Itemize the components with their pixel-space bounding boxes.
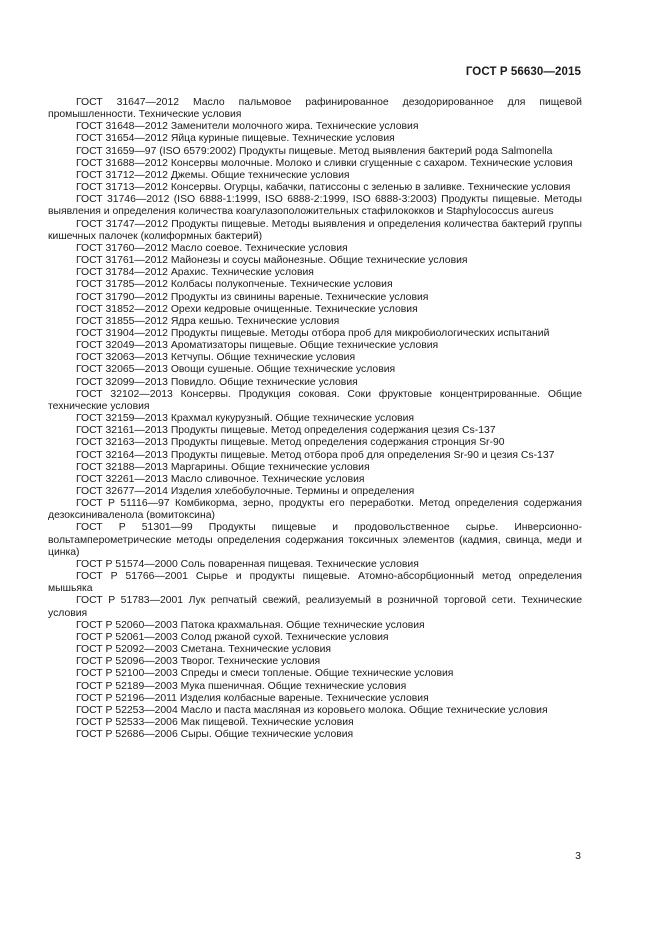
standard-code: ГОСТ 31790—2012: [76, 291, 168, 303]
standard-title: Мука пшеничная. Общие технические условия: [180, 680, 407, 692]
standard-title: Масло и паста масляная из коровьего молока. Общие технические условия: [180, 704, 548, 716]
standard-code: ГОСТ 32164—2013: [76, 449, 168, 461]
standard-code: ГОСТ 31747—2012: [76, 218, 169, 230]
standard-code: ГОСТ Р 52100—2003: [76, 668, 178, 680]
standard-code: ГОСТ 31852—2012: [76, 303, 168, 315]
standard-title: Сметана. Технические условия: [180, 644, 332, 656]
standard-code: ГОСТ Р 51301—99: [76, 522, 193, 534]
reference-entry: [48, 450, 582, 462]
reference-entry: [48, 693, 582, 705]
standard-code: ГОСТ Р 51783—2001: [76, 595, 184, 607]
standard-title: Масло сливочное. Технические условия: [170, 473, 365, 485]
standard-title: Маргарины. Общие технические условия: [170, 461, 370, 473]
reference-entry: [48, 97, 582, 121]
standard-code: ГОСТ 31659—97: [76, 145, 157, 157]
standard-code: ГОСТ Р 52096—2003: [76, 656, 178, 668]
standard-code: ГОСТ Р 52061—2003: [76, 631, 178, 643]
standard-title: Консервы. Продукция соковая. Соки фруктовые концентрированные. Общие технические условия: [48, 388, 583, 412]
reference-entry: [48, 437, 582, 449]
standard-code: ГОСТ 32188—2013: [76, 461, 168, 473]
reference-entry: [48, 243, 582, 255]
standard-code: ГОСТ 31688—2012: [76, 157, 168, 169]
reference-entry: [48, 522, 582, 558]
reference-entry: [48, 668, 582, 680]
standard-code: ГОСТ 31904—2012: [76, 327, 168, 339]
standard-title: Арахис. Технические условия: [170, 267, 314, 279]
reference-entry: [48, 644, 582, 656]
standard-title: Джемы. Общие технические условия: [170, 169, 350, 181]
reference-entry: [48, 656, 582, 668]
standard-code: ГОСТ 31712—2012: [76, 169, 168, 181]
reference-entry: [48, 486, 582, 498]
standard-title: Продукты пищевые. Метод отбора проб для определения Sr-90 и цезия Cs-137: [170, 449, 555, 461]
standard-title: Овощи сушеные. Общие технические условия: [170, 364, 396, 376]
reference-entry: [48, 681, 582, 693]
standard-title: Сыры. Общие технические условия: [180, 729, 354, 741]
standard-title: Консервы молочные. Молоко и сливки сгущенные с сахаром. Технические условия: [170, 157, 573, 169]
standard-code: ГОСТ 32102—2013: [76, 388, 173, 400]
standard-title: (ISO 6888-1:1999, ISO 6888-2:1999, ISO 6888-3:2003) Продукты пищевые. Методы выявления и определения количества коагулазоположительных стафилококков и Staphylococcus aureus: [48, 194, 583, 218]
standard-code: ГОСТ 32261—2013: [76, 473, 168, 485]
reference-entry: [48, 182, 582, 194]
standard-code: ГОСТ Р 52189—2003: [76, 680, 178, 692]
reference-entry: [48, 377, 582, 389]
reference-entry: [48, 620, 582, 632]
standard-title: Спреды и смеси топленые. Общие технические условия: [180, 668, 454, 680]
standard-code: ГОСТ 32159—2013: [76, 413, 168, 425]
standard-code: ГОСТ 31760—2012: [76, 242, 168, 254]
standard-title: Продукты пищевые. Метод определения содержания цезия Cs-137: [170, 425, 496, 437]
standard-title: Патока крахмальная. Общие технические условия: [180, 619, 425, 631]
standard-title: Сырье и продукты пищевые. Атомно-абсорбционный метод определения мышьяка: [48, 571, 582, 595]
standard-title: Продукты пищевые. Методы выявления и определения количества бактерий группы кишечных палочек (колиформных бактерий): [48, 218, 582, 242]
standard-title: Ядра кешью. Технические условия: [170, 315, 340, 327]
page-number: 3: [575, 850, 581, 862]
standard-title: Повидло. Общие технические условия: [170, 376, 358, 388]
standard-code: ГОСТ 31855—2012: [76, 315, 168, 327]
standard-code: ГОСТ 31654—2012: [76, 133, 168, 145]
standard-code: ГОСТ Р 52686—2006: [76, 729, 178, 741]
reference-entry: [48, 170, 582, 182]
reference-entry: [48, 146, 582, 158]
reference-entry: [48, 425, 582, 437]
reference-entry: [48, 595, 582, 619]
standard-code: ГОСТ 32049—2013: [76, 340, 168, 352]
reference-entry: [48, 158, 582, 170]
reference-entry: [48, 121, 582, 133]
standard-code: ГОСТ 31784—2012: [76, 267, 168, 279]
reference-entry: [48, 705, 582, 717]
reference-entry: [48, 498, 582, 522]
standard-code: ГОСТ Р 52092—2003: [76, 644, 178, 656]
standard-title: Консервы. Огурцы, кабачки, патиссоны с зеленью в заливке. Технические условия: [170, 182, 571, 194]
standard-title: Кетчупы. Общие технические условия: [170, 352, 356, 364]
standard-code: ГОСТ Р 51574—2000: [76, 558, 178, 570]
standard-code: ГОСТ 32161—2013: [76, 425, 168, 437]
standard-code: ГОСТ 31647—2012: [76, 97, 180, 108]
standard-code: ГОСТ Р 52196—2011: [76, 692, 177, 704]
standard-title: Масло пальмовое рафинированное дезодорированное для пищевой промышленности. Технические условия: [48, 97, 582, 121]
reference-entry: [48, 133, 582, 145]
standard-code: ГОСТ 32677—2014: [76, 486, 168, 497]
normative-references-list: [48, 97, 582, 741]
document-header: ГОСТ Р 56630—2015: [465, 66, 581, 78]
reference-entry: [48, 340, 582, 352]
standard-code: ГОСТ Р 52253—2004: [76, 704, 178, 716]
reference-entry: [48, 364, 582, 376]
reference-entry: [48, 194, 582, 218]
standard-title: Солод ржаной сухой. Технические условия: [180, 631, 389, 643]
standard-code: ГОСТ Р 52060—2003: [76, 619, 178, 631]
standard-code: ГОСТ 31648—2012: [76, 121, 168, 133]
standard-title: Соль поваренная пищевая. Технические условия: [180, 558, 419, 570]
reference-entry: [48, 462, 582, 474]
standard-title: Крахмал кукурузный. Общие технические условия: [170, 413, 415, 425]
reference-entry: [48, 328, 582, 340]
standard-title: Масло соевое. Технические условия: [170, 242, 348, 254]
reference-entry: [48, 632, 582, 644]
reference-entry: [48, 352, 582, 364]
standard-code: ГОСТ 32163—2013: [76, 437, 168, 449]
standard-code: ГОСТ 32063—2013: [76, 352, 168, 364]
standard-code: ГОСТ Р 51116—97: [76, 498, 170, 510]
standard-title: Колбасы полукопченые. Технические условия: [170, 279, 393, 291]
standard-title: Ароматизаторы пищевые. Общие технические условия: [170, 340, 439, 352]
standard-title: Орехи кедровые очищенные. Технические условия: [170, 303, 418, 315]
standard-title: Яйца куриные пищевые. Технические условия: [170, 133, 395, 145]
reference-entry: [48, 559, 582, 571]
reference-entry: [48, 474, 582, 486]
reference-entry: [48, 316, 582, 328]
reference-entry: [48, 255, 582, 267]
standard-title: Продукты пищевые. Методы отбора проб для микробиологических испытаний: [170, 327, 550, 339]
standard-code: ГОСТ Р 51766—2001: [76, 571, 188, 583]
standard-title: Продукты пищевые и продовольственное сырье. Инверсионно-вольтамперометрические методы определения содержания токсичных элементов (кадмия, свинца, меди и цинка): [48, 522, 582, 558]
standard-title: Мак пищевой. Технические условия: [180, 716, 354, 728]
reference-entry: [48, 413, 582, 425]
standard-title: Продукты пищевые. Метод определения содержания стронция Sr-90: [170, 437, 505, 449]
reference-entry: [48, 571, 582, 595]
standard-title: Продукты из свинины вареные. Технические условия: [170, 291, 429, 303]
standard-title: Майонезы и соусы майонезные. Общие технические условия: [170, 255, 468, 267]
reference-entry: [48, 267, 582, 279]
standard-title: Лук репчатый свежий, реализуемый в розничной торговой сети. Технические условия: [48, 595, 582, 619]
standard-code: ГОСТ 31761—2012: [76, 255, 168, 267]
standard-code: ГОСТ 31713—2012: [76, 182, 168, 194]
standard-title: Изделия колбасные вареные. Технические условия: [179, 692, 429, 704]
reference-entry: [48, 279, 582, 291]
standard-title: (ISO 6579:2002) Продукты пищевые. Метод выявления бактерий рода Salmonella: [159, 145, 553, 157]
standard-code: ГОСТ 31746—2012: [76, 194, 170, 206]
standard-title: Творог. Технические условия: [180, 656, 321, 668]
reference-entry: [48, 304, 582, 316]
reference-entry: [48, 219, 582, 243]
reference-entry: [48, 729, 582, 741]
reference-entry: [48, 389, 582, 413]
standard-title: Изделия хлебобулочные. Термины и определения: [170, 486, 415, 497]
standard-code: ГОСТ Р 52533—2006: [76, 716, 178, 728]
reference-entry: [48, 292, 582, 304]
reference-entry: [48, 717, 582, 729]
standard-title: Комбикорма, зерно, продукты его переработки. Метод определения содержания дезоксиниваленола (вомитоксина): [48, 498, 582, 522]
standard-code: ГОСТ 32099—2013: [76, 376, 168, 388]
standard-code: ГОСТ 31785—2012: [76, 279, 168, 291]
standard-title: Заменители молочного жира. Технические условия: [170, 121, 419, 133]
standard-code: ГОСТ 32065—2013: [76, 364, 168, 376]
